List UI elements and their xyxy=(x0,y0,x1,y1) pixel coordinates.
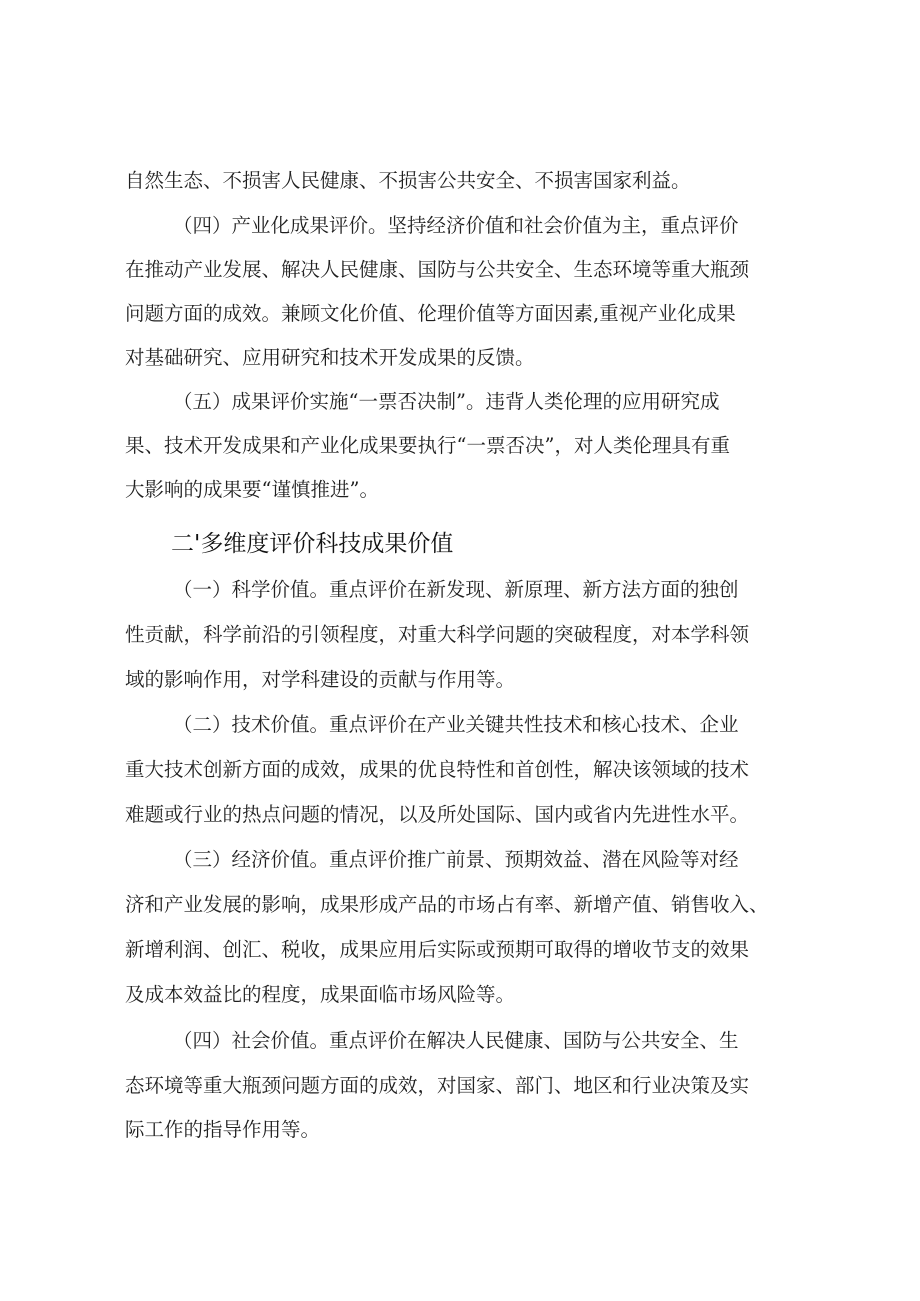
line-text: 及成本效益比的程度，成果面临市场风险等。 xyxy=(125,983,516,1006)
line-text: 对基础研究、应用研究和技术开发成果的反馈。 xyxy=(125,346,535,369)
line-text: 大影响的成果要“谨慎推进”。 xyxy=(125,478,379,501)
line-text: 际工作的指导作用等。 xyxy=(125,1118,321,1141)
line-text: 济和产业发展的影响，成果形成产品的市场占有率、新增产值、销售收入、 xyxy=(125,893,769,916)
line-text: （三）经济价值。重点评价推广前景、预期效益、潜在风险等对经 xyxy=(173,848,739,871)
line-text: 问题方面的成效。兼顾文化价值、伦理价值等方面因素,重视产业化成果 xyxy=(125,302,736,325)
text-line xyxy=(0,206,920,246)
line-text: （四）社会价值。重点评价在解决人民健康、国防与公共安全、生 xyxy=(173,1029,739,1052)
text-line xyxy=(0,294,920,334)
text-line xyxy=(0,930,920,970)
text-line xyxy=(0,1066,920,1106)
text-line xyxy=(0,795,920,835)
text-line xyxy=(0,840,920,880)
line-text: （四）产业化成果评价。坚持经济价值和社会价值为主，重点评价 xyxy=(173,214,739,237)
text-line xyxy=(0,885,920,925)
text-line xyxy=(0,1021,920,1061)
text-line xyxy=(0,470,920,510)
text-line xyxy=(0,382,920,422)
text-line xyxy=(0,615,920,655)
line-text: 难题或行业的热点问题的情况，以及所处国际、国内或省内先进性水平。 xyxy=(125,803,750,826)
text-line xyxy=(0,250,920,290)
text-line xyxy=(0,975,920,1015)
line-text: （一）科学价值。重点评价在新发现、新原理、新方法方面的独创 xyxy=(173,578,739,601)
line-text: 态环境等重大瓶颈问题方面的成效，对国家、部门、地区和行业决策及实 xyxy=(125,1074,750,1097)
line-text: 在推动产业发展、解决人民健康、国防与公共安全、生态环境等重大瓶颈 xyxy=(125,258,750,281)
line-text: 果、技术开发成果和产业化成果要执行“一票否决”，对人类伦理具有重 xyxy=(125,434,730,457)
text-line xyxy=(0,161,920,201)
line-text: 性贡献，科学前沿的引领程度，对重大科学问题的突破程度，对本学科领 xyxy=(125,623,750,646)
text-line xyxy=(0,338,920,378)
line-text: 新增利润、创汇、税收，成果应用后实际或预期可取得的增收节支的效果 xyxy=(125,938,750,961)
text-line xyxy=(0,660,920,700)
line-text: 自然生态、不损害人民健康、不损害公共安全、不损害国家利益。 xyxy=(125,169,691,192)
text-line xyxy=(0,426,920,466)
text-line xyxy=(0,570,920,610)
line-text: （五）成果评价实施“一票否决制”。违背人类伦理的应用研究成 xyxy=(173,390,720,413)
section-heading: 二'多维度评价科技成果价值 xyxy=(171,531,454,557)
text-line xyxy=(0,705,920,745)
text-line xyxy=(0,750,920,790)
line-text: 域的影响作用，对学科建设的贡献与作用等。 xyxy=(125,668,516,691)
line-text: 重大技术创新方面的成效，成果的优良特性和首创性，解决该领域的技术 xyxy=(125,758,750,781)
text-line xyxy=(0,1110,920,1150)
line-text: （二）技术价值。重点评价在产业关键共性技术和核心技术、企业 xyxy=(173,713,739,736)
